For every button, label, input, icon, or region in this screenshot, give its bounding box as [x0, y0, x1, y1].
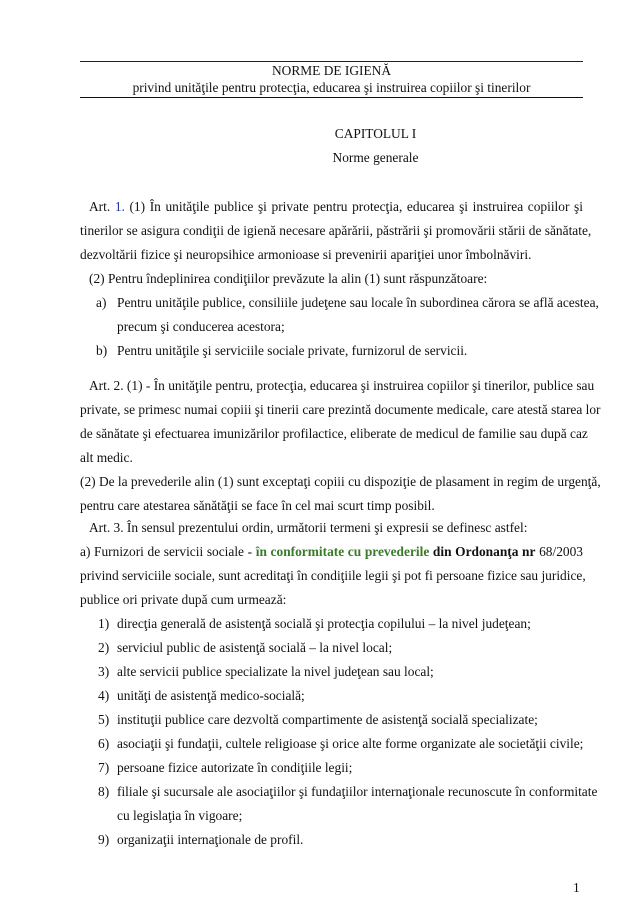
list-item-continuation: cu legislaţia în vigoare; — [117, 808, 243, 823]
subtitle-rule — [80, 97, 583, 98]
art1-item-a-marker: a) — [96, 295, 107, 310]
art1-item-a-line-1: Pentru unităţile publice, consiliile judeţene sau locale în subordinea cărora se află acestea, — [117, 295, 599, 310]
art3-item-a-line-2: privind serviciile sociale, sunt acreditaţi în condiţiile legii şi pot fi persoane fizice sau juridice, — [80, 568, 586, 583]
list-item-number: 4) — [98, 688, 110, 703]
chapter-heading: CAPITOLUL I — [334, 126, 417, 141]
art2-para-2-line-2: pentru care atestarea sănătăţii se face în cel mai scurt timp posibil. — [80, 498, 435, 513]
list-item: organizaţii internaţionale de profil. — [117, 832, 304, 847]
art1-item-a-line-2: precum şi conducerea acestora; — [117, 319, 285, 334]
list-item: filiale şi sucursale ale asociaţiilor şi fundaţiilor internaţionale recunoscute în conformitate — [117, 784, 598, 799]
list-item-number: 5) — [98, 712, 110, 727]
art3-a-start: a) Furnizori de servicii sociale - — [80, 544, 253, 559]
art2-para-2-line-1: (2) De la prevederile alin (1) sunt exceptaţi copiii cu dispoziţie de plasament in regim de urgenţă, — [80, 474, 601, 489]
art1-line-2: tinerilor se asigura condiţii de igienă necesare apărării, păstrării şi promovării stării de sănătate, — [80, 223, 592, 238]
art3-item-a-line-1 — [80, 544, 583, 560]
list-item: serviciul public de asistenţă socială – la nivel local; — [117, 640, 393, 655]
art3-a-highlight: în conformitate cu prevederile — [255, 544, 430, 559]
list-item-number: 9) — [98, 832, 110, 847]
art2-line-2: private, se primesc numai copiii şi tinerii care prezintă documente medicale, care atestă starea lor — [80, 402, 601, 417]
art3-intro: Art. 3. În sensul prezentului ordin, următorii termeni şi expresii se definesc astfel: — [89, 520, 528, 535]
art1-text: (1) În unităţile publice şi private pentru protecţia, educarea şi instruirea copiilor şi — [129, 199, 583, 214]
art2-line-3: de sănătate şi efectuarea imunizărilor profilactice, eliberate de medicul de familie sau după caz — [80, 426, 588, 441]
chapter-name: Norme generale — [332, 150, 419, 165]
list-item: unităţi de asistenţă medico-socială; — [117, 688, 305, 703]
art2-line-1: Art. 2. (1) - În unităţile pentru, protecţia, educarea şi instruirea copiilor şi tinerilor, publice sau — [89, 378, 595, 393]
list-item: direcţia generală de asistenţă socială şi protecţia copilului – la nivel judeţean; — [117, 616, 531, 631]
list-item-number: 1) — [98, 616, 110, 631]
list-item-number: 6) — [98, 736, 110, 751]
list-item: persoane fizice autorizate în condiţiile legii; — [117, 760, 353, 775]
top-rule — [80, 61, 583, 62]
art2-line-4: alt medic. — [80, 450, 133, 465]
art3-a-ordinance: din Ordonanţa nr — [432, 544, 536, 559]
art3-a-number: 68/2003 — [539, 544, 583, 559]
art1-item-b-marker: b) — [96, 343, 108, 358]
list-item-number: 8) — [98, 784, 110, 799]
list-item: instituţii publice care dezvoltă compartimente de asistenţă socială specializate; — [117, 712, 538, 727]
art1-item-b-line-1: Pentru unităţile şi serviciile sociale private, furnizorul de servicii. — [117, 343, 468, 358]
art1-para-2: (2) Pentru îndeplinirea condiţiilor prevăzute la alin (1) sunt răspunzătoare: — [89, 271, 488, 286]
doc-title: NORME DE IGIENĂ — [271, 63, 391, 78]
list-item: asociaţii şi fundaţii, cultele religioase şi orice alte forme organizate ale societăţii civile; — [117, 736, 584, 751]
list-item-number: 2) — [98, 640, 110, 655]
art1-prefix: Art. — [89, 199, 111, 214]
art1-number: 1. — [114, 199, 125, 214]
page-number: 1 — [573, 880, 580, 895]
doc-subtitle: privind unităţile pentru protecţia, educarea şi instruirea copiilor şi tinerilor — [132, 80, 531, 95]
art1-line-3: dezvoltării fizice şi neuropsihice armonioase si prevenirii apariţiei unor îmbolnăviri. — [80, 247, 532, 262]
art1-line-1 — [89, 199, 583, 215]
list-item-number: 7) — [98, 760, 110, 775]
art3-item-a-line-3: publice ori private după cum urmează: — [80, 592, 287, 607]
list-item-number: 3) — [98, 664, 110, 679]
list-item: alte servicii publice specializate la nivel judeţean sau local; — [117, 664, 434, 679]
